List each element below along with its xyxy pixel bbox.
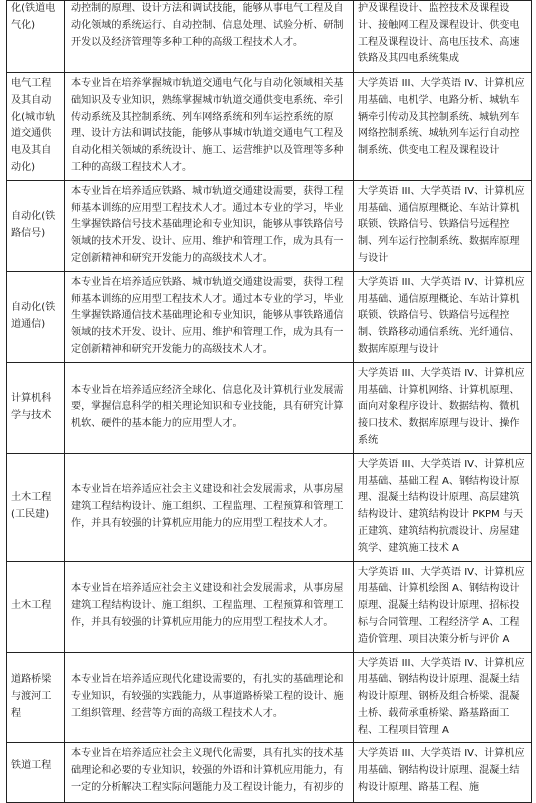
training-goal: 本专业旨在培养适应社会主义建设和社会发展需求，从事房屋建筑工程结构设计、施工组织、工程监理、工程预算和管理工作，并具有较强的计算机应用能力的应用型工程技术人才。 (71, 583, 344, 628)
major-name-cell (7, 652, 65, 743)
major-name: 土木工程(工民建) (11, 492, 52, 521)
major-name: 电气工程及其自动化(城市轨道交通供电及其自动化) (11, 78, 56, 173)
table-row-railway-signal (7, 180, 532, 271)
training-goal-cell (65, 561, 354, 652)
training-goal: 本专业旨在培养掌握城市轨道交通电气化与自动化领域相关基础知识及专业知识，熟练掌握城市轨道交通供变电系统、牵引传动系统及其控制系统、列车网络系统和列车运控系统的原理、设计方法和调试技能，能够从事城市轨道交通电气工程及自动化相关领域的系统设计、施工、运营维护以及管理等多种工种的高级工程技术人才。 (71, 78, 344, 173)
courses-cell (354, 453, 532, 561)
major-name-cell (7, 73, 65, 181)
major-name: 自动化(铁道通信) (11, 301, 56, 330)
table-row-civil-engineering (7, 561, 532, 652)
major-course-table (6, 0, 532, 803)
training-goal: 本专业旨在培养适应社会主义现代化需要，具有扎实的技术基础理论和必要的专业知识，较强的外语和计算机应用能力，有一定的分析解决工程实际问题能力及工程设计能力，有初步的 (71, 748, 344, 794)
training-goal: 本专业旨在培养适应经济全球化、信息化及计算机行业发展需要，掌握信息科学的相关理论知识和专业技能，具有研究计算机软、硬件的基本能力的应用型人才。 (71, 384, 344, 430)
major-name: 化(铁道电气化) (11, 3, 56, 31)
training-goal-cell (65, 453, 354, 561)
training-goal-cell (65, 73, 354, 181)
core-courses: 大学英语 III、大学英语 IV、计算机应用基础、基础工程 A、钢结构设计原理、混凝土结构设计原理、高层建筑结构设计、建筑结构设计 PKPM 与天正建筑、建筑结构抗震设计、房屋建筑学、建筑施工技术 A (358, 458, 525, 554)
training-goal-cell (65, 180, 354, 271)
training-goal-cell (65, 652, 354, 743)
training-goal-cell (65, 362, 354, 453)
training-goal-cell (65, 1, 354, 73)
major-name-cell (7, 180, 65, 271)
major-name: 铁道工程 (11, 760, 52, 772)
core-courses: 大学英语 III、大学英语 IV、计算机应用基础、通信原理概论、车站计算机联锁、铁路信号、铁路信号远程控制、铁路移动通信系统、光纤通信、数据库原理与设计 (358, 276, 525, 355)
major-name: 计算机科学与技术 (11, 392, 52, 421)
core-courses: 护及课程设计、监控技术及课程设计、接触网工程及课程设计、供变电工程及课程设计、高电压技术、高速铁路及其四电系统集成 (358, 3, 520, 65)
core-courses: 大学英语 III、大学英语 IV、计算机应用基础、电机学、电路分析、城轨车辆牵引传动及其控制系统、城轨列车网络控制系统、城轨列车运行自动控制系统、供变电工程及课程设计 (358, 78, 525, 157)
courses-cell (354, 271, 532, 362)
core-courses: 大学英语 III、大学英语 IV、计算机应用基础、钢结构设计原理、混凝土结构设计原理、钢桥及组合桥梁、混凝土桥、载荷承重桥梁、路基路面工程、工程项目管理 A (358, 657, 525, 736)
major-name-cell (7, 271, 65, 362)
core-courses: 大学英语 III、大学英语 IV、计算机应用基础、计算机网络、计算机原理、面向对象程序设计、数据结构、微机接口技术、数据库原理与设计、操作系统 (358, 367, 525, 446)
training-goal: 本专业旨在培养适应社会主义建设和社会发展需求，从事房屋建筑工程结构设计、施工组织、工程监理、工程预算和管理工作，并具有较强的计算机应用能力的应用型工程技术人才。 (71, 483, 344, 529)
major-name-cell (7, 1, 65, 73)
major-name: 自动化(铁路信号) (11, 210, 56, 239)
table-row-computer-science (7, 362, 532, 453)
courses-cell (354, 652, 532, 743)
core-courses: 大学英语 III、大学英语 IV、计算机应用基础、通信原理概论、车站计算机联锁、铁路信号、铁路信号远程控制、列车运行控制系统、数据库原理与设计 (358, 185, 525, 264)
major-name-cell (7, 362, 65, 453)
training-goal: 本专业旨在培养适应现代化建设需要的，有扎实的基础理论和专业知识，有较强的实践能力，从事道路桥梁工程的设计、施工组织管理、经营等方面的高级工程技术人才。 (71, 674, 344, 719)
core-courses: 大学英语 III、大学英语 IV、计算机应用基础、计算机绘图 A、钢结构设计原理、混凝土结构设计原理、招标投标与合同管理、工程经济学 A、工程造价管理、项目决策分析与评价 A (358, 566, 525, 645)
core-courses: 大学英语 III、大学英语 IV、计算机应用基础、钢结构设计原理、混凝土结构设计原理、路基工程、施 (358, 748, 525, 794)
courses-cell (354, 73, 532, 181)
table-row-railway-communication (7, 271, 532, 362)
table-row-electrification (7, 1, 532, 73)
courses-cell (354, 561, 532, 652)
major-name: 土木工程 (11, 600, 52, 612)
training-goal: 本专业旨在培养适应铁路、城市轨道交通建设需要，获得工程师基本训练的应用型工程技术人才。通过本专业的学习，毕业生掌握铁路信号技术基础理论和专业知识，能够从事铁路信号领域的技术开发、设计、应用、维护和管理工作，成为具有一定创新精神和研究开发能力的高级技术人才。 (71, 185, 344, 264)
courses-cell (354, 180, 532, 271)
major-name: 道路桥梁与渡河工程 (11, 674, 52, 719)
training-goal-cell (65, 271, 354, 362)
training-goal: 动控制的原理、设计方法和调试技能，能够从事电气工程及自动化领域的系统运行、自动控制、信息处理、试验分析、研制开发以及经济管理等多种工种的高级工程技术人才。 (71, 3, 344, 48)
major-name-cell (7, 453, 65, 561)
courses-cell (354, 362, 532, 453)
major-name-cell (7, 561, 65, 652)
table-row-urban-rail-power (7, 73, 532, 181)
courses-cell (354, 1, 532, 73)
table-row-road-bridge (7, 652, 532, 743)
table-row-civil-building (7, 453, 532, 561)
training-goal: 本专业旨在培养适应铁路、城市轨道交通建设需要，获得工程师基本训练的应用型工程技术人才。通过本专业的学习，毕业生掌握铁路通信技术基础理论和专业知识，能够从事铁路通信领域的技术开发、设计、应用、维护和管理工作，成为具有一定创新精神和研究开发能力的高级技术人才。 (71, 276, 344, 355)
